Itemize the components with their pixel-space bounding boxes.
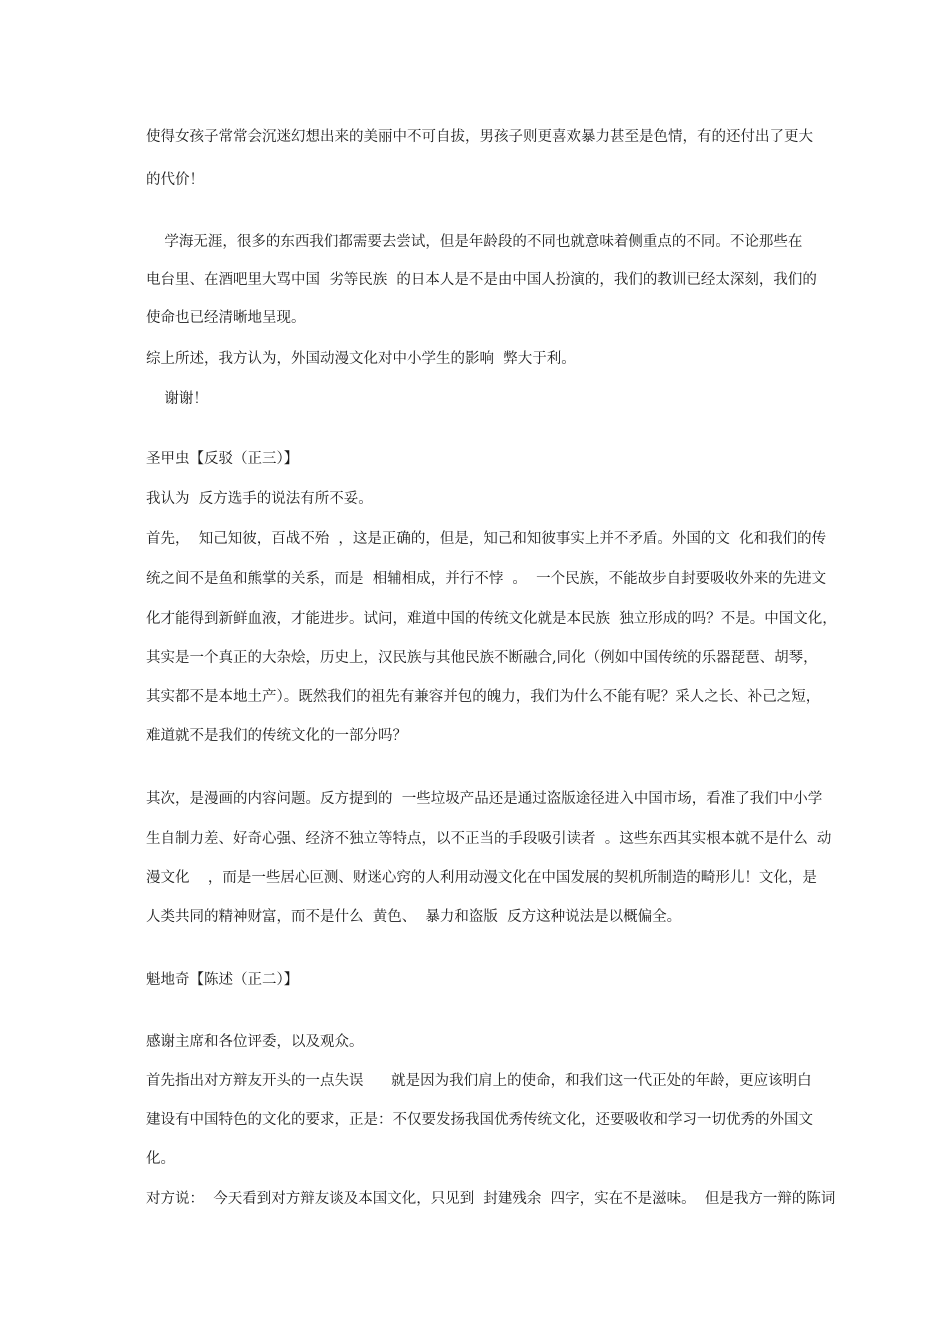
text-line: 统之间不是鱼和熊掌的关系，而是 相辅相成，并行不悖 。 一个民族，不能故步自封要吸收外来的先进文 [146, 571, 827, 587]
section-heading: 魁地奇【陈述（正二）】 [146, 972, 299, 988]
text-line: 生自制力差、好奇心强、经济不独立等特点，以不正当的手段吸引读者 。这些东西其实根本就不是什么 动 [146, 831, 832, 847]
text-line: 其实都不是本地土产）。既然我们的祖先有兼容并包的魄力，我们为什么不能有呢？采人之长、补己之短， [146, 689, 821, 705]
text-line: 人类共同的精神财富，而不是什么 黄色、 暴力和盗版 反方这种说法是以概偏全。 [146, 909, 682, 925]
text-line: 谢谢！ [146, 391, 208, 407]
text-line: 的代价！ [146, 172, 204, 188]
text-line: 对方说： 今天看到对方辩友谈及本国文化，只见到 封建残余 四字，实在不是滋味。 但是我方一辩的陈词 [146, 1191, 836, 1207]
text-line: 综上所述，我方认为，外国动漫文化对中小学生的影响 弊大于利。 [146, 351, 576, 367]
text-line: 我认为 反方选手的说法有所不妥。 [146, 491, 373, 507]
text-line: 首先指出对方辩友开头的一点失误 就是因为我们肩上的使命，和我们这一代正处的年龄，更应该明白 [146, 1073, 812, 1089]
text-line: 建设有中国特色的文化的要求，正是：不仅要发扬我国优秀传统文化，还要吸收和学习一切优秀的外国文 [146, 1112, 813, 1128]
text-line: 首先， 知己知彼，百战不殆 ，这是正确的，但是，知己和知彼事实上并不矛盾。外国的文 化和我们的传 [146, 531, 827, 547]
text-line: 难道就不是我们的传统文化的一部分吗？ [146, 728, 407, 744]
text-line: 漫文化 ，而是一些居心叵测、财迷心窍的人利用动漫文化在中国发展的契机所制造的畸形儿！文化，是 [146, 870, 817, 886]
text-line: 感谢主席和各位评委，以及观众。 [146, 1034, 364, 1050]
text-line: 使命也已经清晰地呈现。 [146, 310, 306, 326]
section-heading: 圣甲虫【反驳（正三）】 [146, 451, 299, 467]
text-line: 化才能得到新鲜血液，才能进步。试问，难道中国的传统文化就是本民族 独立形成的吗？不是。中国文化， [146, 611, 837, 627]
text-line: 电台里、在酒吧里大骂中国 劣等民族 的日本人是不是由中国人扮演的，我们的教训已经太深刻，我们的 [146, 272, 817, 288]
text-line: 其实是一个真正的大杂烩，历史上，汉民族与其他民族不断融合,同化（例如中国传统的乐器琵琶、胡琴， [146, 650, 818, 666]
text-line: 化。 [146, 1151, 175, 1167]
text-line: 其次，是漫画的内容问题。反方提到的 一些垃圾产品还是通过盗版途径进入中国市场，看准了我们中小学 [146, 791, 823, 807]
text-line: 学海无涯，很多的东西我们都需要去尝试，但是年龄段的不同也就意味着侧重点的不同。不论那些在 [146, 234, 803, 250]
text-line: 使得女孩子常常会沉迷幻想出来的美丽中不可自拔，男孩子则更喜欢暴力甚至是色情，有的还付出了更大 [146, 129, 813, 145]
